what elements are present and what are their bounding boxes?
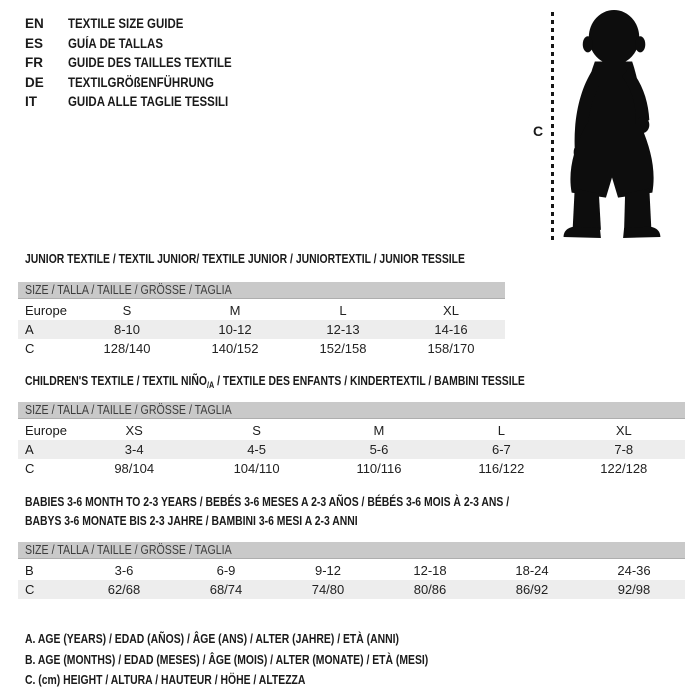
language-row-it [25,92,261,112]
table-cell: L [339,303,347,318]
table-row-height [18,580,685,599]
row-label: B [25,563,34,578]
table-cell: S [252,423,261,438]
table-cell: 152/158 [319,341,367,356]
table-row-age [18,561,685,580]
language-list [25,14,261,112]
size-header-text: SIZE / TALLA / TAILLE / GRÖSSE / TAGLIA [25,403,232,417]
table-cell: 24-36 [617,563,651,578]
section-title-text: BABIES 3-6 MONTH TO 2-3 YEARS / BEBÉS 3-6 MESES A 2-3 AÑOS / BÉBÉS 3-6 MOIS À 2-3 ANS / [25,494,510,509]
footnote-a [25,629,529,650]
babies-table [18,561,685,599]
size-header-band [18,542,685,559]
babies-size-table [18,542,685,599]
row-label: C [25,582,35,597]
table-cell: 80/86 [413,582,447,597]
table-row-height [18,459,685,478]
row-label: A [25,442,34,457]
table-cell: 140/152 [211,341,259,356]
table-row-height [18,339,505,358]
footnote-text: B. AGE (MONTHS) / EDAD (MESES) / ÂGE (MOIS) / ALTER (MONATE) / ETÀ (MESI) [25,651,429,667]
language-row-es [25,34,261,54]
section-title-text: BABYS 3-6 MONATE BIS 2-3 JAHRE / BAMBINI 3-6 MESI A 2-3 ANNI [25,513,358,528]
footnote-c [25,670,529,691]
table-cell: 128/140 [103,341,151,356]
table-cell: 98/104 [114,461,155,476]
section-title-text [25,372,525,394]
footnote-b [25,650,529,671]
language-code: IT [25,94,37,110]
language-row-fr [25,53,261,73]
section-title-babies-line1 [25,493,630,510]
table-cell: 12-18 [413,563,447,578]
table-cell: L [497,423,505,438]
table-cell: M [229,303,241,318]
language-code: ES [25,35,44,51]
size-header-text: SIZE / TALLA / TAILLE / GRÖSSE / TAGLIA [25,543,232,557]
table-cell: 6-9 [216,563,236,578]
language-code: EN [25,16,44,32]
section-title-text: JUNIOR TEXTILE / TEXTIL JUNIOR/ TEXTILE JUNIOR / JUNIORTEXTIL / JUNIOR TESSILE [25,251,465,266]
section-title-babies-line2 [25,512,441,529]
row-label: A [25,322,34,337]
language-title: GUIDE DES TAILLES TEXTILE [68,55,232,71]
table-cell: 5-6 [369,442,389,457]
table-cell: 7-8 [614,442,634,457]
table-cell: 9-12 [314,563,342,578]
table-cell: M [373,423,385,438]
language-title: GUIDA ALLE TAGLIE TESSILI [68,94,229,110]
table-cell: 18-24 [515,563,549,578]
row-label: Europe [25,303,67,318]
table-cell: 74/80 [311,582,345,597]
title-subscript: /A [206,380,215,390]
footnote-legend [25,629,529,691]
table-row-europe [18,301,505,320]
language-row-en [25,14,261,34]
toddler-silhouette-icon [561,7,663,244]
table-cell: S [122,303,132,318]
section-title-junior [25,250,575,267]
table-cell: 158/170 [427,341,475,356]
children-size-table [18,402,685,478]
section-title-children [25,372,650,389]
table-cell: XL [443,303,459,318]
language-title: GUÍA DE TALLAS [68,35,163,51]
table-cell: 4-5 [247,442,266,457]
language-code: FR [25,55,43,71]
title-pre: CHILDREN'S TEXTILE / TEXTIL NIÑO [25,373,207,388]
table-cell: 122/128 [600,461,648,476]
language-code: DE [25,74,44,90]
table-cell: 3-6 [114,563,134,578]
size-header-band [18,282,505,299]
table-cell: XL [615,423,632,438]
language-title: TEXTILGRÖßENFÜHRUNG [68,74,214,90]
table-cell: 104/110 [233,461,280,476]
table-cell: 10-12 [218,322,252,337]
table-cell: 8-10 [113,322,141,337]
table-cell: XS [125,423,143,438]
table-cell: 116/122 [478,461,525,476]
height-measure-label: C [533,123,544,139]
table-cell: 86/92 [515,582,549,597]
table-cell: 110/116 [356,461,402,476]
footnote-text: C. (cm) HEIGHT / ALTURA / HAUTEUR / HÖHE / ALTEZZA [25,672,306,687]
table-row-age [18,440,685,459]
row-label: C [25,341,35,356]
language-title: TEXTILE SIZE GUIDE [68,16,184,32]
table-cell: 92/98 [617,582,651,597]
footnote-text: A. AGE (YEARS) / EDAD (AÑOS) / ÂGE (ANS) / ALTER (JAHRE) / ETÀ (ANNI) [25,631,400,646]
height-measure-dashed-line [551,12,554,243]
row-label: C [25,461,35,476]
children-table [18,421,685,478]
size-header-band [18,402,685,419]
table-cell: 3-4 [124,442,144,457]
table-row-age [18,320,505,339]
junior-table [18,301,505,358]
table-row-europe [18,421,685,440]
title-post: / TEXTILE DES ENFANTS / KINDERTEXTIL / BAMBINI TESSILE [214,373,525,388]
language-row-de [25,73,261,93]
junior-size-table [18,282,505,358]
table-cell: 62/68 [107,582,141,597]
row-label: Europe [25,423,67,438]
table-cell: 68/74 [209,582,243,597]
table-cell: 14-16 [434,322,468,337]
size-header-text: SIZE / TALLA / TAILLE / GRÖSSE / TAGLIA [25,283,232,297]
table-cell: 6-7 [491,442,511,457]
table-cell: 12-13 [326,322,360,337]
